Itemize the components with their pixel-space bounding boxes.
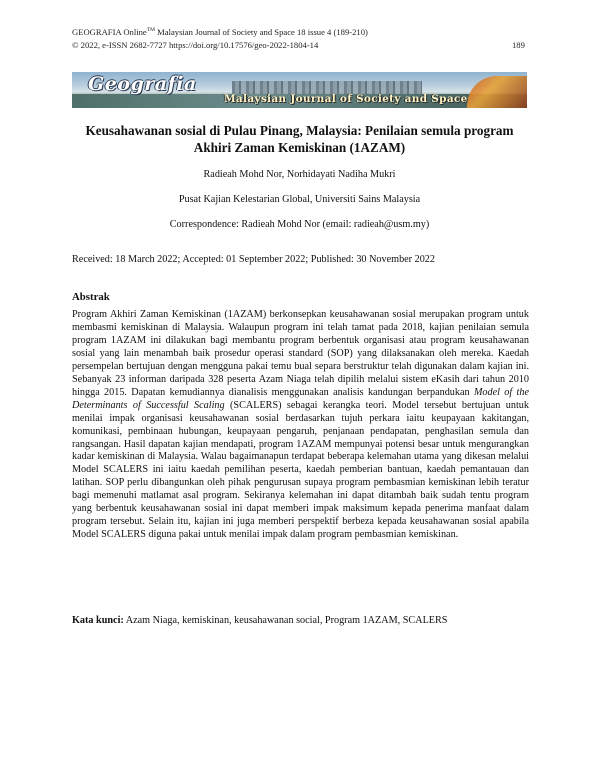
page-number: 189 [512, 40, 525, 50]
abstract-heading: Abstrak [72, 291, 110, 303]
banner-boat-photo [467, 76, 527, 108]
keywords [72, 614, 529, 627]
journal-issue: Malaysian Journal of Society and Space 18 issue 4 (189-210) [154, 27, 368, 37]
issn-doi: © 2022, e-ISSN 2682-7727 https://doi.org/10.17576/geo-2022-1804-14 [72, 40, 319, 50]
abstract-body [72, 309, 529, 542]
banner-journal-title: Malaysian Journal of Society and Space [224, 93, 468, 105]
article-title: Keusahawanan sosial di Pulau Pinang, Malaysia: Penilaian semula program Akhiri Zaman Kemiskinan (1AZAM) [85, 123, 514, 155]
journal-header-line2 [72, 40, 525, 51]
trademark-mark: TM [146, 27, 155, 34]
journal-name: GEOGRAFIA Online [72, 27, 147, 37]
abstract-text-part1: Program Akhiri Zaman Kemiskinan (1AZAM) berkonsepkan keusahawanan sosial merupakan program untuk membasmi kemiskinan di Malaysia. Walaupun program ini telah tamat pada 2018, kajian penilaian semula program 1AZAM ini dilakukan bagi membantu program berbentuk organisasi atau program keusahawanan sosial yang lain menambah baik prosedur operasi standard (SOP) yang dilaksanakan oleh mereka. Kaedah persempelan bertujuan dengan mengguna pakai temu bual separa berstruktur telah digunakan dalam kajian ini. Sebanyak 23 informan daripada 328 peserta Azam Niaga telah dipilih melalui sistem eKasih dari tahun 2010 hingga 2015. Dapatan kemudiannya dianalisis menggunakan analisis kandungan berpandukan [72, 309, 529, 398]
abstract-italic-term: Model of the Determinants of Successful Scaling [72, 386, 529, 411]
keywords-label: Kata kunci: [72, 615, 124, 626]
journal-banner-image [72, 72, 527, 108]
journal-header-line1 [72, 27, 368, 38]
article-dates: Received: 18 March 2022; Accepted: 01 September 2022; Published: 30 November 2022 [72, 254, 435, 265]
article-affiliation: Pusat Kajian Kelestarian Global, Universiti Sains Malaysia [178, 194, 421, 205]
article-correspondence: Correspondence: Radieah Mohd Nor (email: radieah@usm.my) [169, 219, 430, 230]
abstract-text-part2: (SCALERS) sebagai kerangka teori. Model tersebut bertujuan untuk menilai impak organisasi keusahawanan sosial berdasarkan tujuh perkara iaitu keupayaan kakitangan, komunikasi, pembinaan hubungan, keupayaan pengaruh, penjanaan pendapatan, penghasilan semula dan rangsangan. Hasil dapatan kajian mendapati, program 1AZAM mempunyai potensi besar untuk mengurangkan kadar kemiskinan di Malaysia. Walau bagaimanapun terdapat beberapa kelemahan utama yang dikesan melalui Model SCALERS ini iaitu kaedah pemilihan peserta, kaedah pemberian bantuan, kaedah pemantauan dan latihan. SOP perlu dibangunkan oleh pihak pengurusan supaya program pembasmian kemiskinan lebih teratur bagi memenuhi matlamat asal program. Sekiranya kelemahan ini dapat ditambah baik sudah tentu program yang berbentuk keusahawanan sosial ini dapat memberi impak maksimum kepada penerima manfaat dalam program tersebut. Selain itu, kajian ini juga memberi perspektif berbeza kepada keusahawanan sosial apabila Model SCALERS diguna pakai untuk menilai impak dalam program pembasmian kemiskinan. [72, 399, 529, 541]
article-authors: Radieah Mohd Nor, Norhidayati Nadiha Mukri [203, 169, 396, 180]
banner-logo: Geografia [88, 73, 197, 95]
keywords-list: Azam Niaga, kemiskinan, keusahawanan social, Program 1AZAM, SCALERS [123, 615, 448, 626]
